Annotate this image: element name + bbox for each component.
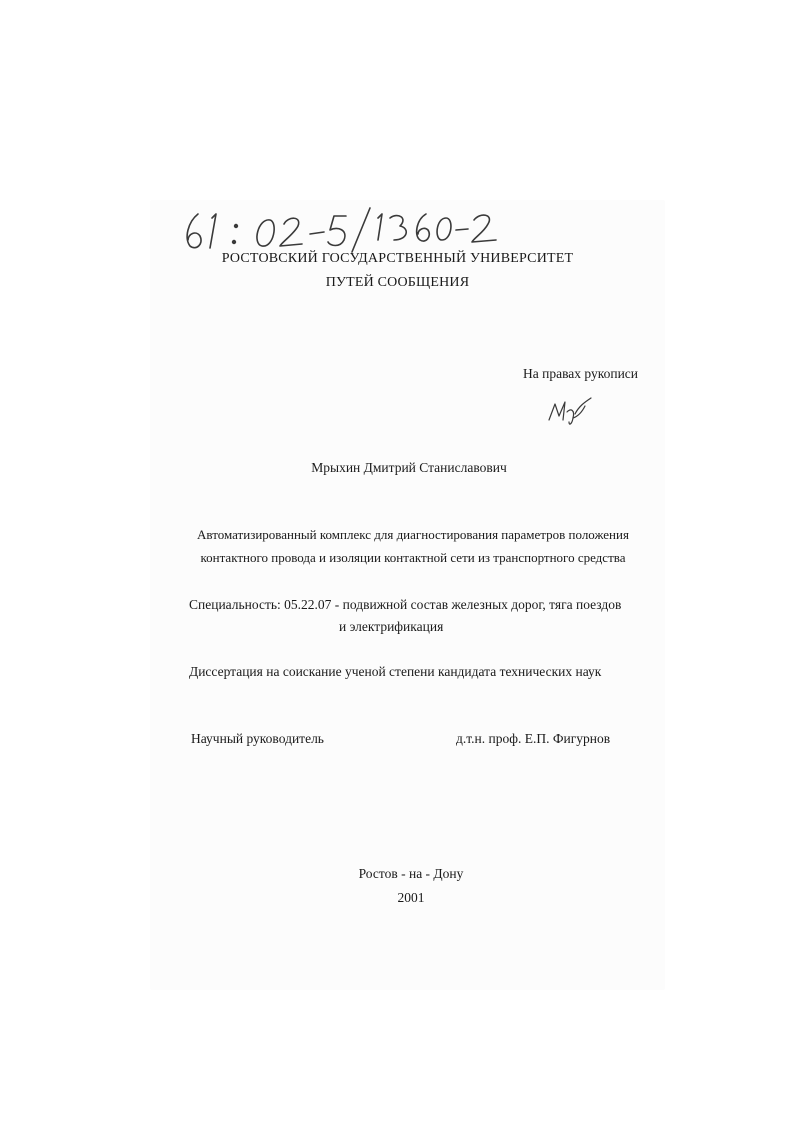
university-name-line1: РОСТОВСКИЙ ГОСУДАРСТВЕННЫЙ УНИВЕРСИТЕТ [221,251,574,266]
city: Ростов - на - Дону [358,866,464,881]
degree-statement: Диссертация на соискание ученой степени кандидата технических наук [189,664,602,679]
dissertation-title-line1: Автоматизированный комплекс для диагностирования параметров положения [197,527,629,542]
author-signature [545,396,595,428]
year: 2001 [397,890,425,905]
supervisor-label: Научный руководитель [191,731,324,746]
author-name: Мрыхин Дмитрий Станиславович [311,460,507,475]
specialty-line1: Специальность: 05.22.07 - подвижной состав железных дорог, тяга поездов [189,597,622,612]
manuscript-rights-label: На правах рукописи [523,366,639,381]
specialty-line2: и электрификация [339,619,444,634]
university-name-line2: ПУТЕЙ СООБЩЕНИЯ [325,275,470,290]
archive-code-handwritten [178,204,508,254]
supervisor-name: д.т.н. проф. Е.П. Фигурнов [456,731,611,746]
dissertation-title-line2: контактного провода и изоляции контактной сети из транспортного средства [200,550,626,565]
